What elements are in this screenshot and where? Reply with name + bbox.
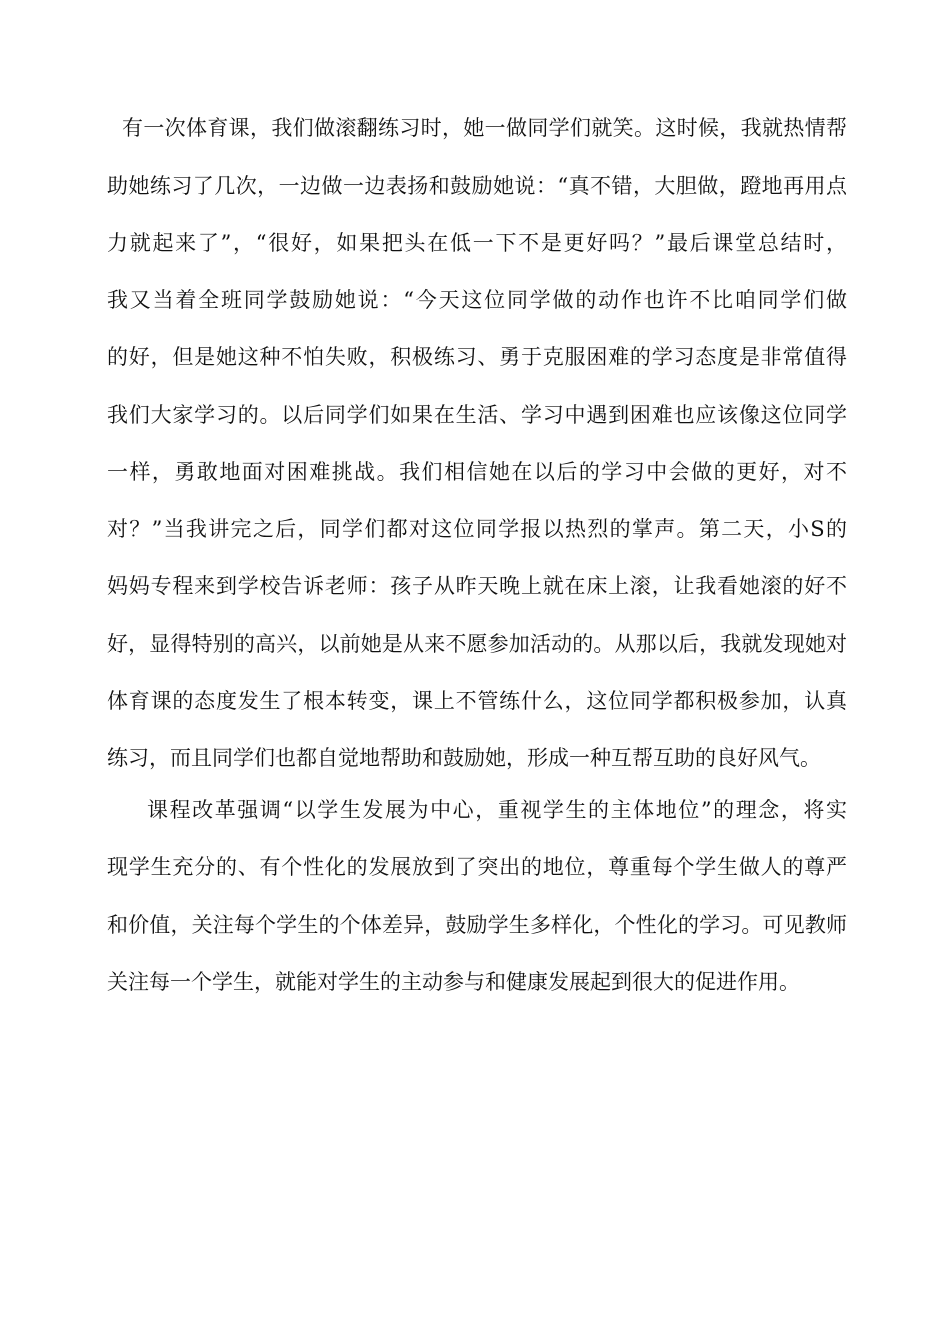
text-line: 妈妈专程来到学校告诉老师：孩子从昨天晚上就在床上滚，让我看她滚的好不	[107, 574, 847, 598]
text-line: 我们大家学习的。以后同学们如果在生活、学习中遇到困难也应该像这位同学	[107, 403, 847, 427]
text-line: 我又当着全班同学鼓励她说：“今天这位同学做的动作也许不比咱同学们做	[107, 288, 847, 312]
text-line: 练习，而且同学们也都自觉地帮助和鼓励她，形成一种互帮互助的良好风气。	[107, 746, 821, 770]
text-line: 课程改革强调“以学生发展为中心，重视学生的主体地位”的理念，将实	[147, 798, 847, 822]
text-line: 力就起来了”，“很好，如果把头在低一下不是更好吗？”最后课堂总结时，	[107, 231, 847, 255]
text-line: 关注每一个学生，就能对学生的主动参与和健康发展起到很大的促进作用。	[107, 970, 800, 994]
text-line: 对？”当我讲完之后，同学们都对这位同学报以热烈的掌声。第二天，小S的	[107, 517, 847, 541]
text-line: 体育课的态度发生了根本转变，课上不管练什么，这位同学都积极参加，认真	[107, 689, 847, 713]
text-line: 和价值，关注每个学生的个体差异，鼓励学生多样化，个性化的学习。可见教师	[107, 913, 847, 937]
text-line: 助她练习了几次，一边做一边表扬和鼓励她说：“真不错，大胆做，蹬地再用点	[107, 174, 847, 198]
text-line: 好，显得特别的高兴，以前她是从来不愿参加活动的。从那以后，我就发现她对	[107, 632, 847, 656]
text-line: 现学生充分的、有个性化的发展放到了突出的地位，尊重每个学生做人的尊严	[107, 855, 847, 879]
text-line: 有一次体育课，我们做滚翻练习时，她一做同学们就笑。这时候，我就热情帮	[122, 116, 847, 140]
text-line: 的好，但是她这种不怕失败，积极练习、勇于克服困难的学习态度是非常值得	[107, 345, 847, 369]
text-line: 一样，勇敢地面对困难挑战。我们相信她在以后的学习中会做的更好，对不	[107, 460, 847, 484]
